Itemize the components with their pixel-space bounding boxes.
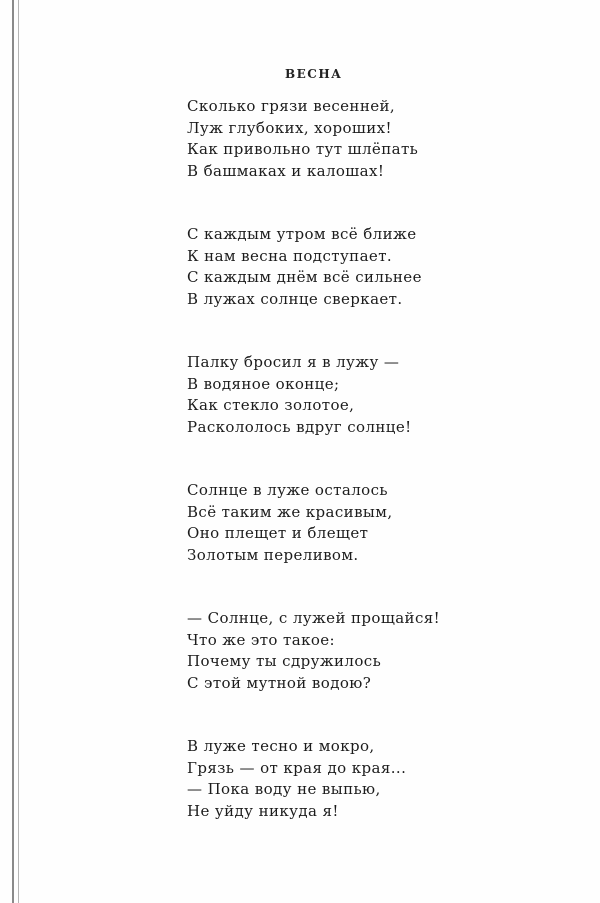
stanza-line: Почему ты сдружилось	[187, 652, 382, 670]
stanza-line: В лужах солнце сверкает.	[187, 289, 403, 308]
stanza-1	[187, 96, 507, 182]
stanza-line: — Солнце, с лужей прощайся!	[187, 609, 441, 627]
stanza-line: С каждым днём всё сильнее	[187, 268, 422, 286]
stanza-line: Золотым переливом.	[187, 545, 359, 564]
page-binding-edge	[12, 0, 14, 903]
stanza-line: Сколько грязи весенней,	[187, 97, 396, 115]
stanza-line: Что же это такое:	[187, 630, 336, 649]
stanza-line: Как стекло золотое,	[187, 396, 355, 414]
stanza-line: С этой мутной водою?	[187, 673, 372, 692]
poem	[187, 66, 507, 864]
stanza-line: В башмаках и калошах!	[187, 161, 385, 180]
stanza-line: В водяное оконце;	[187, 374, 340, 393]
stanza-line: Луж глубоких, хороших!	[187, 118, 392, 137]
poem-title: ВЕСНА	[285, 67, 343, 81]
stanza-line: — Пока воду не выпью,	[187, 780, 381, 798]
stanza-line: Не уйду никуда я!	[187, 801, 339, 820]
stanza-line: К нам весна подступает.	[187, 246, 393, 265]
stanza-2	[187, 224, 507, 310]
stanza-line: С каждым утром всё ближе	[187, 225, 417, 243]
stanza-3	[187, 352, 507, 438]
stanza-line: Раскололось вдруг солнце!	[187, 417, 412, 436]
stanza-line: Солнце в луже осталось	[187, 481, 388, 499]
stanza-line: Всё таким же красивым,	[187, 502, 393, 521]
stanza-line: Грязь — от края до края...	[187, 758, 407, 777]
stanza-line: Палку бросил я в лужу —	[187, 353, 400, 371]
stanza-4	[187, 480, 507, 566]
stanza-6	[187, 736, 507, 822]
page-binding-shadow	[18, 0, 19, 903]
stanza-line: Оно плещет и блещет	[187, 524, 369, 542]
stanza-line: В луже тесно и мокро,	[187, 737, 375, 755]
stanza-line: Как привольно тут шлёпать	[187, 140, 419, 158]
stanza-5	[187, 608, 507, 694]
